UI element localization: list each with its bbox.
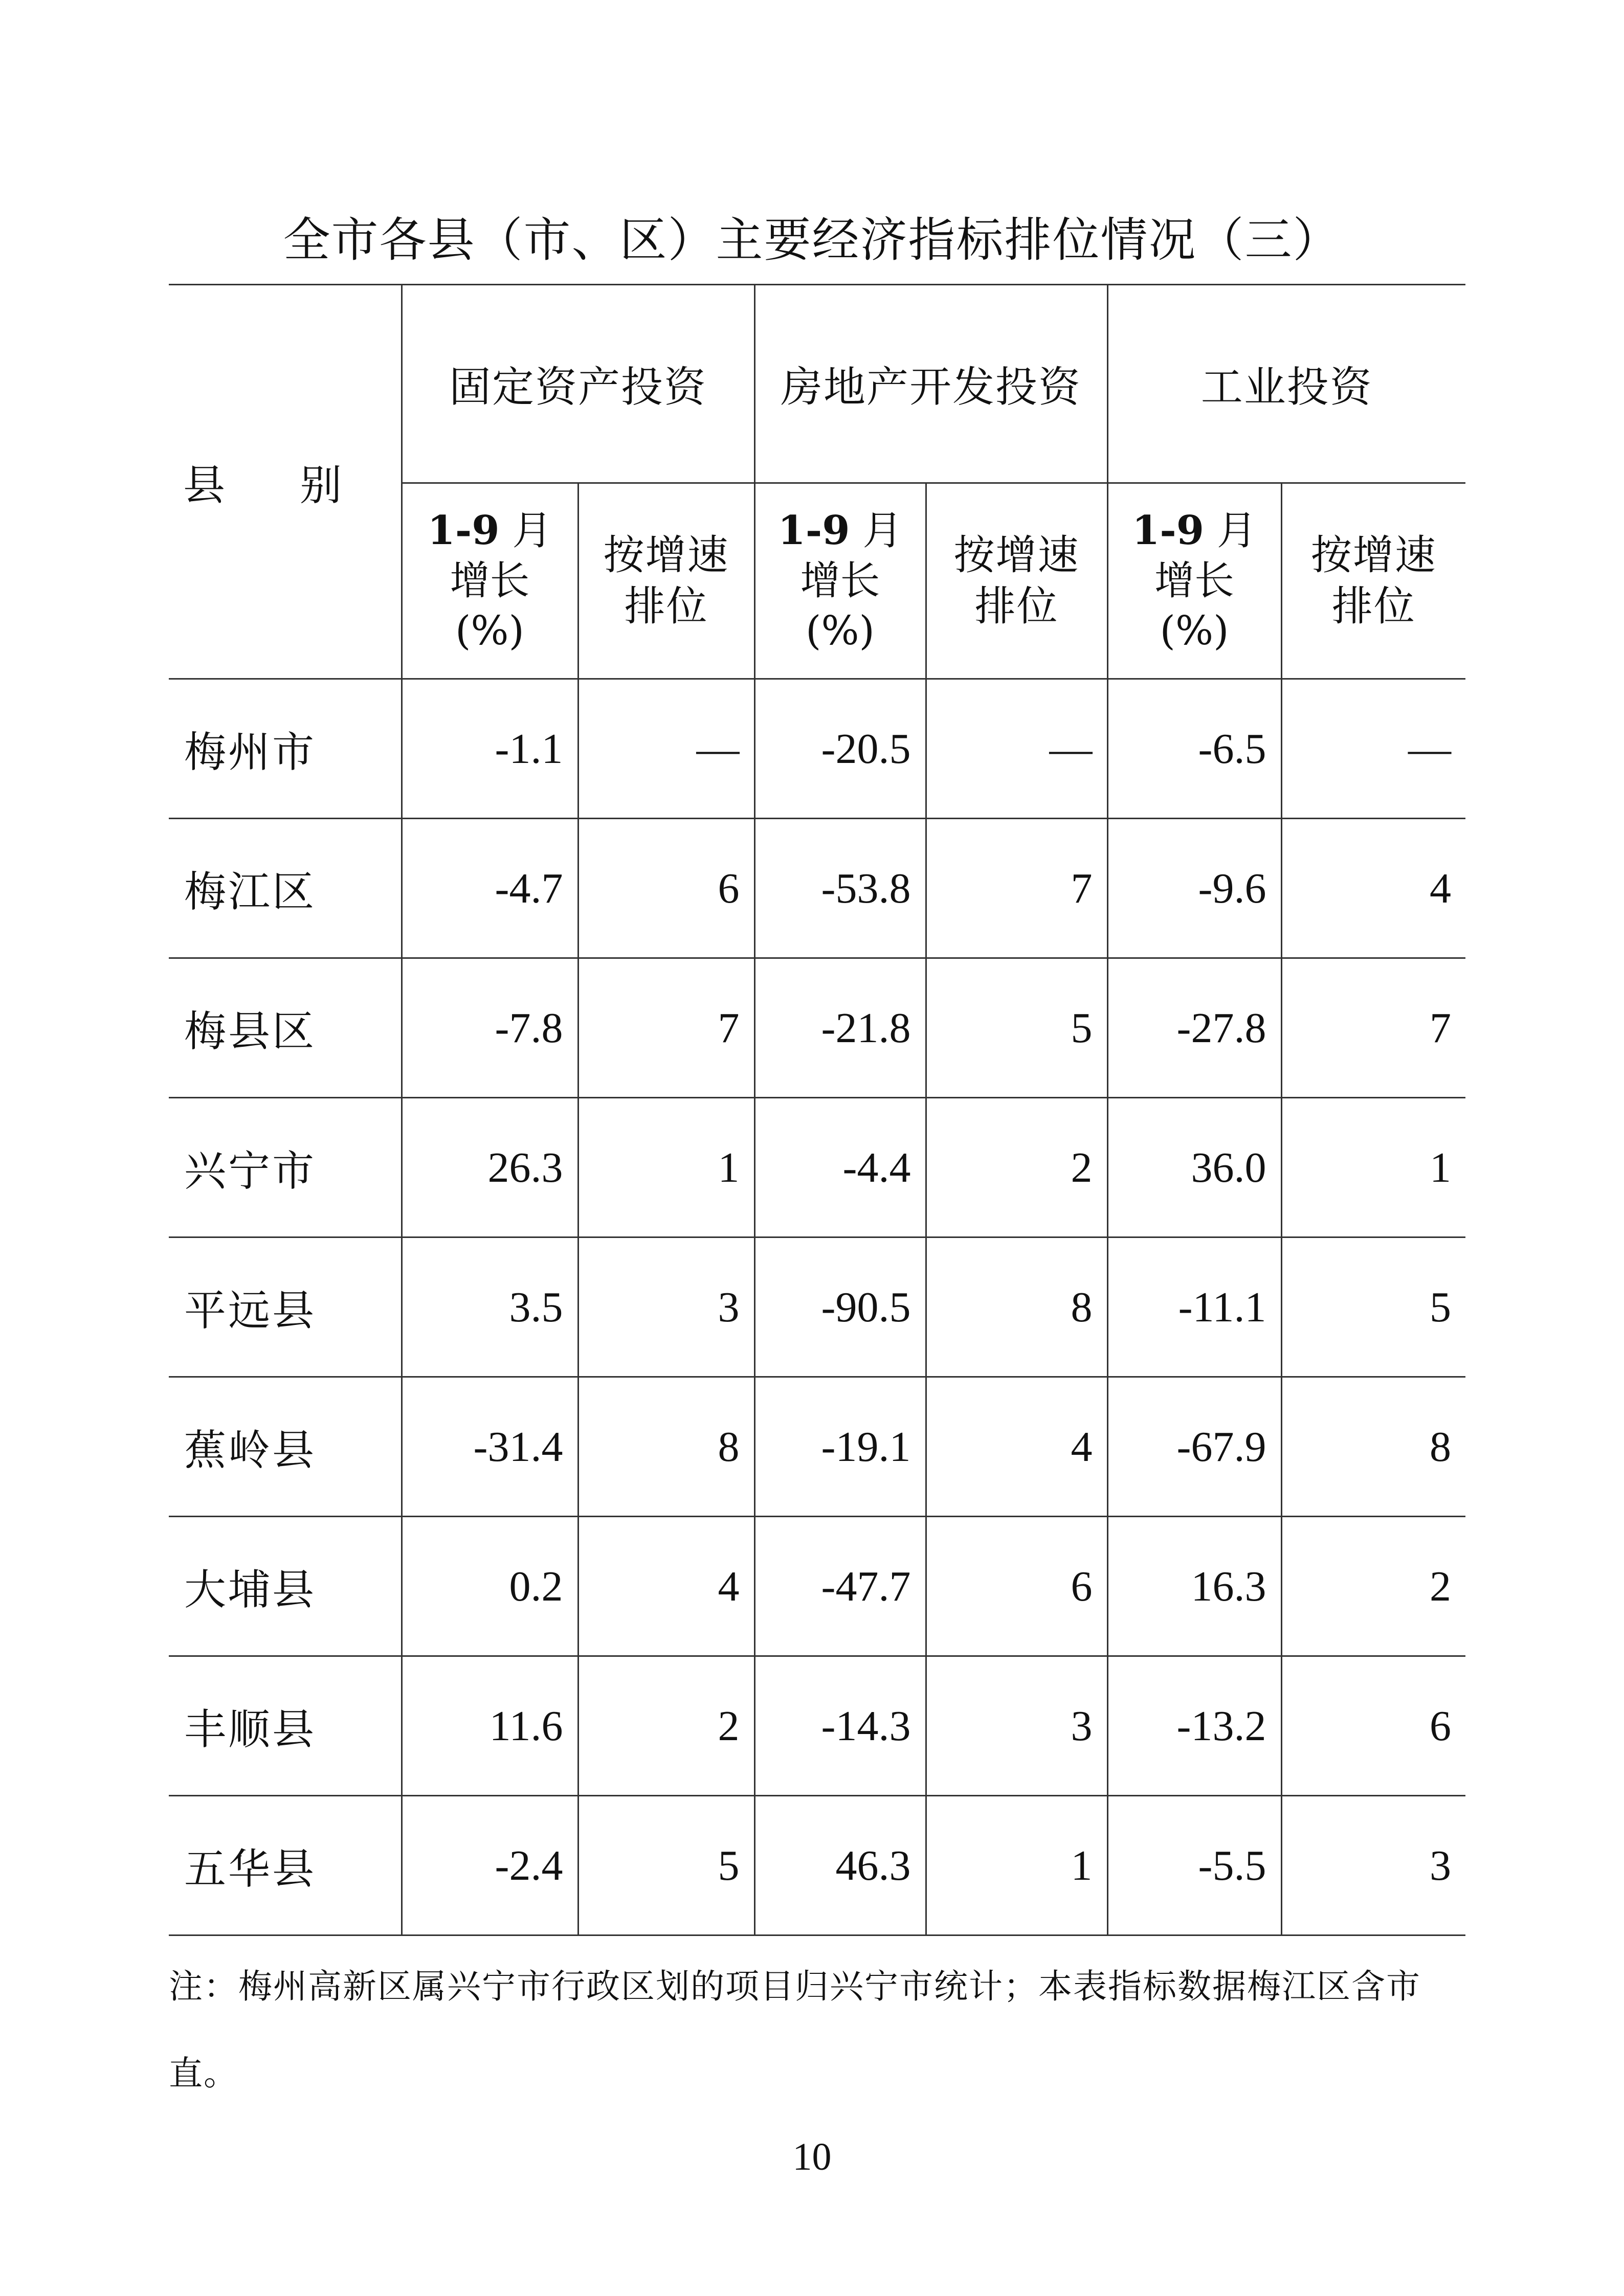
fixed-growth-cell: -31.4 [402, 1377, 578, 1517]
fixed-growth-cell: -2.4 [402, 1796, 578, 1935]
fixed-growth-cell: 3.5 [402, 1237, 578, 1377]
fixed-growth-cell: 0.2 [402, 1517, 578, 1656]
county-name: 兴宁市 [169, 1098, 402, 1237]
industry-rank-cell: 5 [1281, 1237, 1465, 1377]
industry-growth-cell: -67.9 [1107, 1377, 1281, 1517]
fixed-rank-cell: 8 [578, 1377, 754, 1517]
fixed-asset-investment-header: 固定资产投资 [402, 285, 754, 483]
county-name: 大埔县 [169, 1517, 402, 1656]
fixed-rank-cell: — [578, 679, 754, 819]
county-name: 丰顺县 [169, 1656, 402, 1796]
county-name: 梅江区 [169, 819, 402, 958]
county-name: 蕉岭县 [169, 1377, 402, 1517]
economic-indicator-table [169, 284, 1465, 1936]
realestate-rank-cell: 3 [926, 1656, 1107, 1796]
fixed-rank-cell: 3 [578, 1237, 754, 1377]
industry-growth-header: 1-9 月 增长 (%) [1107, 483, 1281, 679]
industry-growth-cell: -5.5 [1107, 1796, 1281, 1935]
industry-growth-cell: -27.8 [1107, 958, 1281, 1098]
industry-rank-cell: 6 [1281, 1656, 1465, 1796]
realestate-growth-cell: -4.4 [754, 1098, 926, 1237]
industry-rank-cell: 2 [1281, 1517, 1465, 1656]
fixed-rank-cell: 2 [578, 1656, 754, 1796]
industry-growth-cell: -11.1 [1107, 1237, 1281, 1377]
realestate-rank-header: 按增速 排位 [926, 483, 1107, 679]
industry-rank-cell: 8 [1281, 1377, 1465, 1517]
table-row [169, 1656, 1465, 1796]
table-row [169, 1237, 1465, 1377]
industry-growth-cell: -9.6 [1107, 819, 1281, 958]
realestate-growth-cell: -47.7 [754, 1517, 926, 1656]
fixed-growth-cell: -1.1 [402, 679, 578, 819]
table-footnote: 注：梅州高新区属兴宁市行政区划的项目归兴宁市统计；本表指标数据梅江区含市直。 [169, 1967, 1421, 2093]
fixed-rank-header: 按增速 排位 [578, 483, 754, 679]
realestate-rank-cell: 7 [926, 819, 1107, 958]
table-row [169, 1377, 1465, 1517]
industry-growth-cell: 36.0 [1107, 1098, 1281, 1237]
county-column-header: 县 别 [169, 285, 402, 679]
realestate-growth-cell: -21.8 [754, 958, 926, 1098]
fixed-growth-header: 1-9 月 增长 (%) [402, 483, 578, 679]
industry-rank-cell: 3 [1281, 1796, 1465, 1935]
realestate-rank-cell: 4 [926, 1377, 1107, 1517]
realestate-growth-cell: 46.3 [754, 1796, 926, 1935]
industry-rank-cell: — [1281, 679, 1465, 819]
fixed-growth-cell: 11.6 [402, 1656, 578, 1796]
county-name: 梅县区 [169, 958, 402, 1098]
realestate-rank-cell: — [926, 679, 1107, 819]
industry-growth-cell: -13.2 [1107, 1656, 1281, 1796]
fixed-rank-cell: 4 [578, 1517, 754, 1656]
county-name: 梅州市 [169, 679, 402, 819]
industrial-investment-header: 工业投资 [1107, 285, 1465, 483]
county-name: 五华县 [169, 1796, 402, 1935]
fixed-rank-cell: 1 [578, 1098, 754, 1237]
fixed-rank-cell: 5 [578, 1796, 754, 1935]
table-row [169, 1517, 1465, 1656]
table-row [169, 819, 1465, 958]
realestate-growth-cell: -19.1 [754, 1377, 926, 1517]
industry-growth-cell: 16.3 [1107, 1517, 1281, 1656]
industry-rank-cell: 7 [1281, 958, 1465, 1098]
realestate-rank-cell: 5 [926, 958, 1107, 1098]
page-title: 全市各县（市、区）主要经济指标排位情况（三） [283, 213, 1341, 267]
real-estate-investment-header: 房地产开发投资 [754, 285, 1107, 483]
realestate-rank-cell: 8 [926, 1237, 1107, 1377]
page-number: 10 [792, 2135, 832, 2178]
realestate-rank-cell: 1 [926, 1796, 1107, 1935]
table-row [169, 958, 1465, 1098]
fixed-growth-cell: -4.7 [402, 819, 578, 958]
county-name: 平远县 [169, 1237, 402, 1377]
industry-rank-cell: 4 [1281, 819, 1465, 958]
industry-rank-cell: 1 [1281, 1098, 1465, 1237]
industry-growth-cell: -6.5 [1107, 679, 1281, 819]
realestate-growth-cell: -20.5 [754, 679, 926, 819]
table-row [169, 1098, 1465, 1237]
realestate-growth-header: 1-9 月 增长 (%) [754, 483, 926, 679]
fixed-rank-cell: 6 [578, 819, 754, 958]
table-row [169, 679, 1465, 819]
realestate-growth-cell: -14.3 [754, 1656, 926, 1796]
fixed-rank-cell: 7 [578, 958, 754, 1098]
realestate-growth-cell: -53.8 [754, 819, 926, 958]
table-row [169, 1796, 1465, 1935]
fixed-growth-cell: -7.8 [402, 958, 578, 1098]
realestate-growth-cell: -90.5 [754, 1237, 926, 1377]
realestate-rank-cell: 2 [926, 1098, 1107, 1237]
realestate-rank-cell: 6 [926, 1517, 1107, 1656]
fixed-growth-cell: 26.3 [402, 1098, 578, 1237]
industry-rank-header: 按增速 排位 [1281, 483, 1465, 679]
